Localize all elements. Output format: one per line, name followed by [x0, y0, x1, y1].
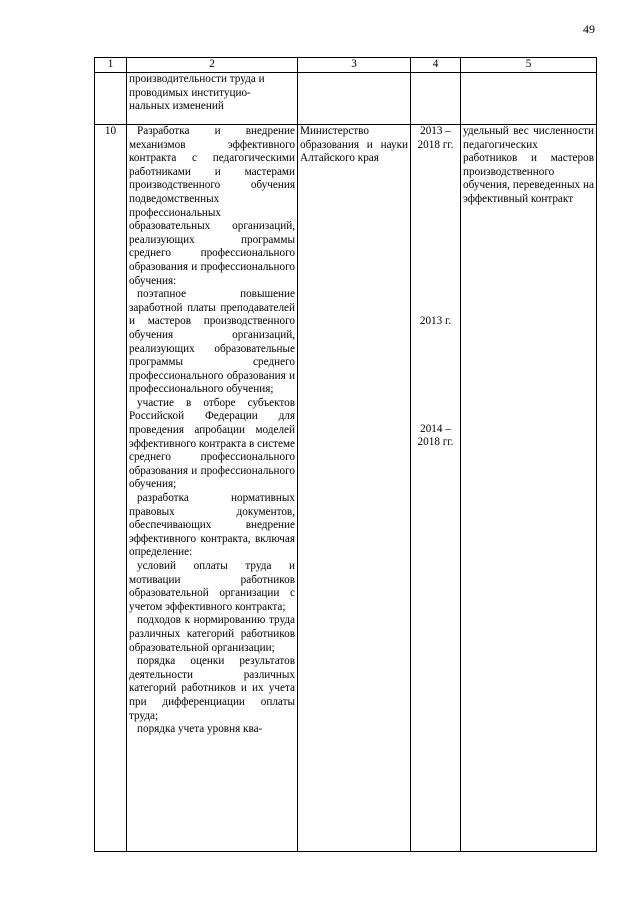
- term-2014-2018: 2014 – 2018 гг.: [417, 422, 454, 449]
- cell-num: [95, 73, 127, 125]
- measure-sub-3: порядка оценки результатов деятельности различных категорий работников и их учета при дифференциации оплаты труда;: [129, 655, 295, 722]
- measure-item-3: разработка нормативных правовых документов, обеспечивающих внедрение эффективного контракта, включая определение:: [129, 492, 295, 559]
- cell-executor: [298, 73, 411, 125]
- page-number: 49: [583, 22, 595, 36]
- measure-line: нальных изменений: [129, 100, 224, 113]
- measure-line: производительности труда и: [129, 73, 265, 85]
- header-col-5: 5: [461, 58, 597, 73]
- table-row-continuation: [95, 73, 597, 125]
- header-col-3: 3: [298, 58, 411, 73]
- cell-term: [411, 73, 461, 125]
- measure-sub-2: подходов к нормированию труда различных категорий работников образовательной организации;: [129, 614, 295, 654]
- header-col-4: 4: [411, 58, 461, 73]
- term-spacer: [413, 152, 458, 315]
- table-header-row: [95, 58, 597, 73]
- measure-sub-4: порядка учета уровня ква-: [137, 723, 263, 736]
- measure-item-1: поэтапное повышение заработной платы преподавателей и мастеров производственного обучения организаций, реализующих образовательные программы среднего профессионального образования и профессионального обучения;: [129, 288, 295, 396]
- cell-executor: Министерство образования и науки Алтайского края: [298, 125, 411, 852]
- measure-intro: Разработка и внедрение механизмов эффективного контракта с педагогическими работниками и мастерами производственного обучения подведомственных профессиональных образовательных организаций, реализующих программы среднего профессионального образования и профессионального обучения:: [129, 125, 295, 287]
- measures-table: [94, 57, 597, 852]
- cell-measure-continuation: [127, 73, 298, 125]
- header-col-1: 1: [95, 58, 127, 73]
- cell-num: 10: [95, 125, 127, 852]
- measure-sub-1: условий оплаты труда и мотивации работников образовательной организации с учетом эффективного контракта;: [129, 560, 295, 613]
- term-2013: 2013 г.: [419, 315, 452, 328]
- term-2013-2018: 2013 – 2018 гг.: [417, 125, 454, 151]
- cell-indicator: удельный вес численности педагогических работников и мастеров производственного обучения, переведенных на эффективный контракт: [461, 125, 597, 852]
- cell-terms: [411, 125, 461, 852]
- cell-measure: [127, 125, 298, 852]
- cell-indicator: [461, 73, 597, 125]
- header-col-2: 2: [127, 58, 298, 73]
- table-row-10: [95, 125, 597, 852]
- term-spacer: [413, 329, 458, 423]
- measure-item-2: участие в отборе субъектов Российской Федерации для проведения апробации моделей эффективного контракта в системе среднего профессионального образования и профессионального обучения;: [129, 396, 295, 491]
- measure-line: проводимых институцио-: [129, 86, 251, 99]
